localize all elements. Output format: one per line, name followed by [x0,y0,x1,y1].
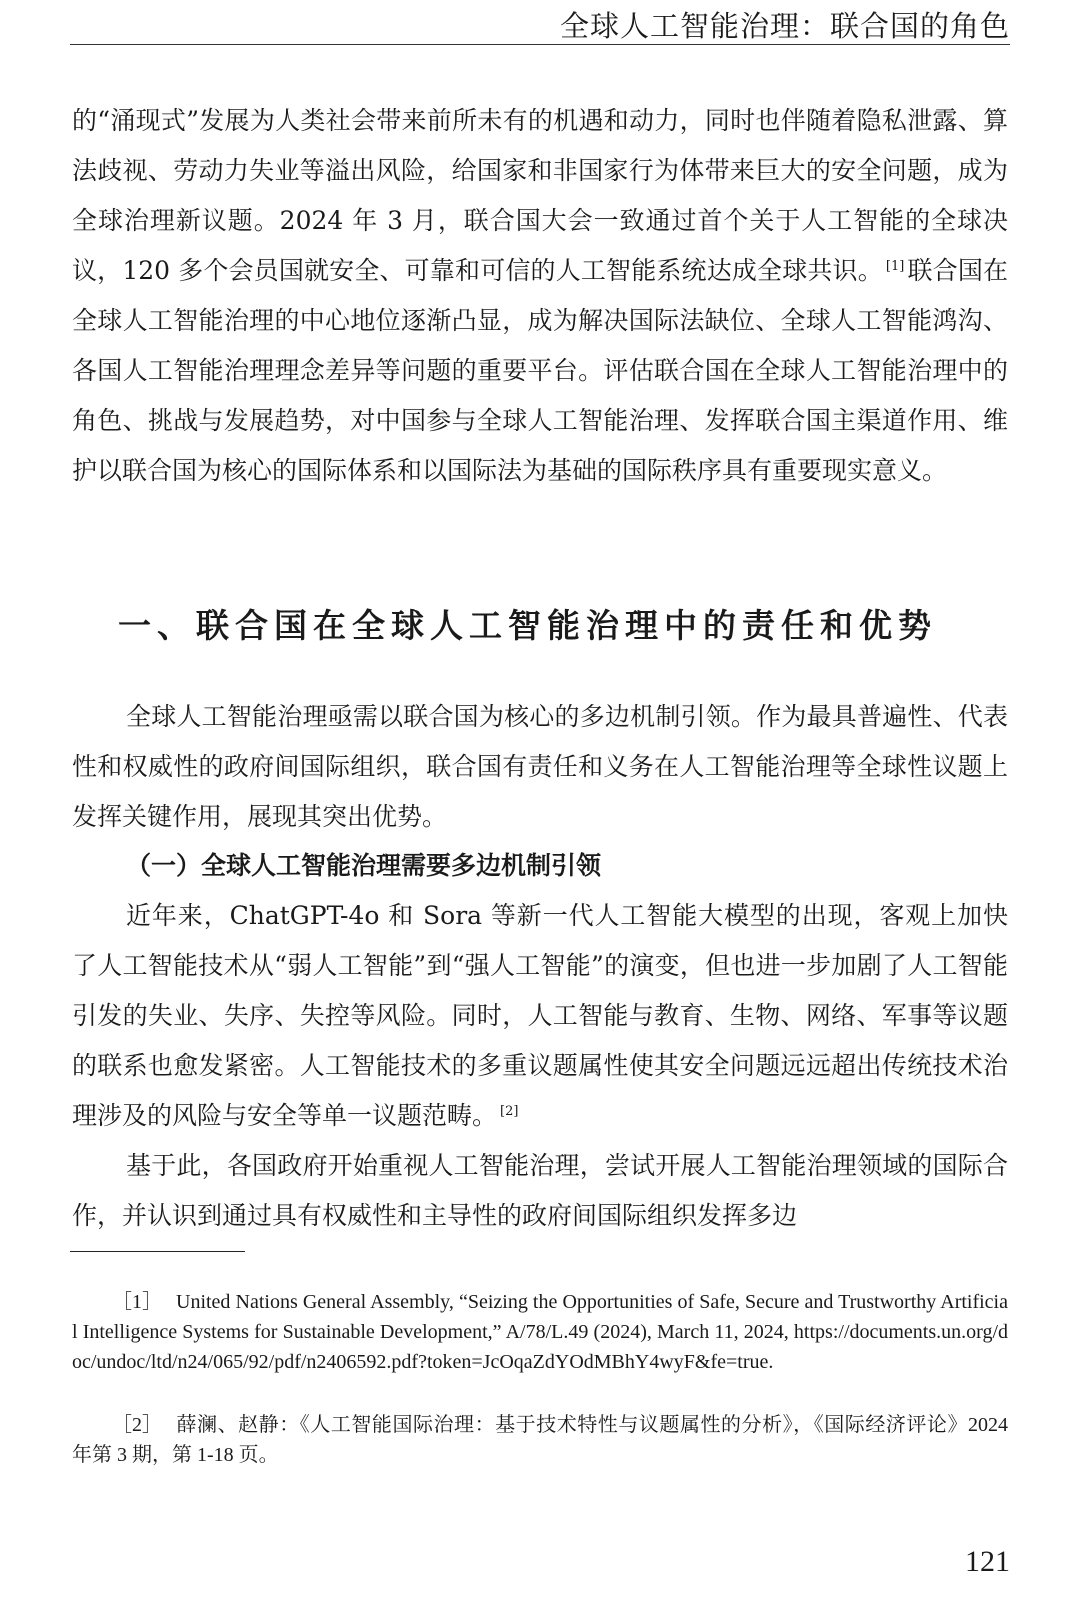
paragraph-section-intro: 全球人工智能治理亟需以联合国为核心的多边机制引领。作为最具普遍性、代表性和权威性的政府间国际组织，联合国有责任和义务在人工智能治理等全球性议题上发挥关键作用，展现其突出优势。 [72,702,1008,831]
footnote-1-marker: ［1］ [112,1291,162,1313]
footnote-2 [72,1410,1008,1470]
footnote-1 [72,1287,1008,1377]
paragraph-recent-developments-text: 近年来，ChatGPT-4o 和 Sora 等新一代人工智能大模型的出现，客观上加快了人工智能技术从“弱人工智能”到“强人工智能”的演变，但也进一步加剧了人工智能引发的失业、失序、失控等风险。同时，人工智能与教育、生物、网络、军事等议题的联系也愈发紧密。人工智能技术的多重议题属性使其安全问题远远超出传统技术治理涉及的风险与安全等单一议题范畴。 [72,901,1008,1130]
footnote-1-text: United Nations General Assembly, “Seizing the Opportunities of Safe, Secure and Trustworthy Artificial Intelligence Systems for Sustainable Development,” A/78/L.49 (2024), March 11, 2024, https://documents.un.org/doc/undoc/ltd/n24/065/92/pdf/n2406592.pdf?token=JcOqaZdYOdMBhY4wyF&fe=true. [72,1291,1008,1373]
paragraph-intro-text-b: 联合国在全球人工智能治理的中心地位逐渐凸显，成为解决国际法缺位、全球人工智能鸿沟、各国人工智能治理理念差异等问题的重要平台。评估联合国在全球人工智能治理中的角色、挑战与发展趋势，对中国参与全球人工智能治理、发挥联合国主渠道作用、维护以联合国为核心的国际体系和以国际法为基础的国际秩序具有重要现实意义。 [72,256,1008,485]
paragraph-international-cooperation: 基于此，各国政府开始重视人工智能治理，尝试开展人工智能治理领域的国际合作，并认识到通过具有权威性和主导性的政府间国际组织发挥多边 [72,1151,1008,1230]
paragraph-intro [72,96,1008,496]
paragraph-recent-developments [72,891,1008,1141]
footnote-2-text: 薛澜、赵静：《人工智能国际治理：基于技术特性与议题属性的分析》，《国际经济评论》2024 年第 3 期，第 1-18 页。 [72,1414,1008,1466]
footnote-ref-1[interactable]: [1] [885,258,905,274]
footnote-divider [70,1251,245,1252]
running-header-title: 全球人工智能治理：联合国的角色 [559,9,1010,43]
page-number: 121 [965,1545,1010,1578]
header-rule [70,44,1010,45]
subsection-heading: （一）全球人工智能治理需要多边机制引领 [126,851,602,880]
footnote-ref-2[interactable]: [2] [500,1103,519,1119]
footnote-2-marker: ［2］ [112,1414,162,1436]
section-heading: 一、联合国在全球人工智能治理中的责任和优势 [118,606,937,645]
paragraph-intro-text-a: 的“涌现式”发展为人类社会带来前所未有的机遇和动力，同时也伴随着隐私泄露、算法歧视、劳动力失业等溢出风险，给国家和非国家行为体带来巨大的安全问题，成为全球治理新议题。2024 年 3 月，联合国大会一致通过首个关于人工智能的全球决议，120 多个会员国就安全、可靠和可信的人工智能系统达成全球共识。 [72,106,1008,285]
